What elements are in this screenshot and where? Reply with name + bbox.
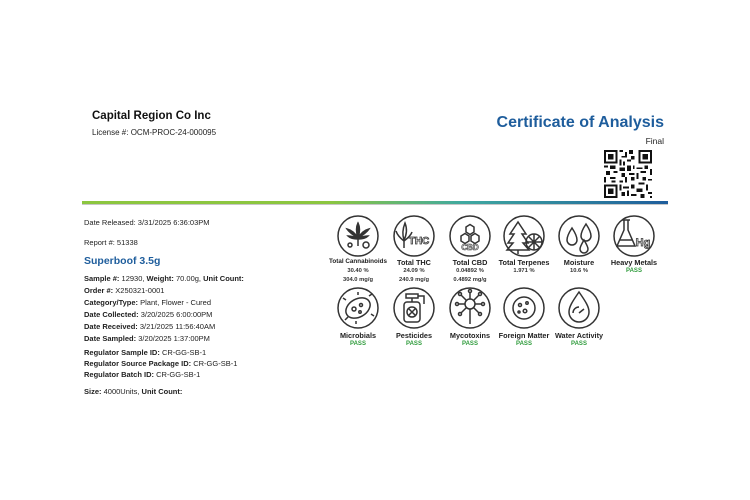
spray-bottle-icon [392,286,436,330]
order-value: X250321-0001 [113,286,165,295]
received-line [84,322,215,331]
cannabinoids-label: Total Cannabinoids [329,258,387,265]
collected-label: Date Collected: [84,310,139,319]
product-name: Superboof 3.5g [84,255,161,267]
magnifier-particles-icon [502,286,546,330]
terpenes-percent: 1.971 % [513,268,535,274]
received-value: 3/21/2025 11:56:40AM [137,322,216,331]
collected-line [84,310,212,319]
pine-tree-citrus-icon [502,214,546,258]
pesticides-result: PASS [406,341,422,347]
hg-icon-text: Hg [635,237,651,249]
reg-sample-value: CR-GG-SB-1 [159,348,207,357]
cbd-label: Total CBD [452,258,488,267]
sample-label: Sample #: [84,274,120,283]
category-line [84,298,211,307]
size-unit-count-label: Unit Count: [141,387,183,396]
cannabis-leaf-icon [336,214,380,258]
report-status: Final [645,136,664,146]
thc-percent: 24.09 % [403,268,425,274]
microbials-label: Microbials [339,331,377,340]
header-divider [82,204,668,205]
cbd-molecule-icon [448,214,492,258]
cbd-icon-text: CBD [461,243,479,252]
moisture-percent: 10.6 % [569,268,589,274]
sampled-label: Date Sampled: [84,334,137,343]
order-line [84,286,164,295]
sample-value: 12930, [119,274,147,283]
heavy-metals-label: Heavy Metals [610,258,658,267]
cbd-mg: 0.4892 mg/g [453,277,487,283]
received-label: Date Received: [84,322,138,331]
thc-icon [392,214,436,258]
cbd-percent: 0.04892 % [456,268,484,274]
reg-source-value: CR-GG-SB-1 [191,359,238,368]
reg-batch-line [84,370,200,379]
reg-source-line [84,359,237,368]
lab-name: Capital Region Co Inc [92,110,211,122]
foreign-matter-result: PASS [516,341,532,347]
date-released: Date Released: 3/31/2025 6:36:03PM [84,218,210,227]
thc-icon-text: THC [408,236,430,247]
category-label: Category/Type: [84,298,139,307]
mycotoxins-label: Mycotoxins [449,331,491,340]
weight-value: 70.00g, [173,274,204,283]
reg-source-label: Regulator Source Package ID: [84,359,192,368]
weight-label: Weight: [146,274,174,283]
reg-batch-value: CR-GG-SB-1 [154,370,201,379]
category-value: Plant, Flower - Cured [138,298,211,307]
sampled-line [84,334,210,343]
water-drops-icon [557,214,601,258]
reg-sample-line [84,348,206,357]
microbials-result: PASS [350,341,366,347]
qr-code-icon[interactable] [604,150,652,198]
thc-label: Total THC [397,258,431,267]
mold-spore-icon [448,286,492,330]
water-activity-label: Water Activity [554,331,604,340]
document-title: Certificate of Analysis [496,114,664,131]
reg-sample-label: Regulator Sample ID: [84,348,160,357]
report-number: Report #: 51338 [84,238,138,247]
cannabinoids-percent: 30.40 % [347,268,369,274]
terpenes-label: Total Terpenes [498,258,550,267]
unit-count-label: Unit Count: [203,274,244,283]
flask-hg-icon [612,214,656,258]
mycotoxins-result: PASS [462,341,478,347]
moisture-label: Moisture [563,258,595,267]
reg-batch-label: Regulator Batch ID: [84,370,155,379]
water-activity-result: PASS [571,341,587,347]
foreign-matter-label: Foreign Matter [498,331,550,340]
license-number: License #: OCM-PROC-24-000095 [92,128,217,137]
sample-line [84,274,244,283]
pesticides-label: Pesticides [395,331,433,340]
collected-value: 3/20/2025 6:00:00PM [138,310,213,319]
size-value: 4000Units, [101,387,142,396]
microbe-icon [336,286,380,330]
size-line [84,387,182,396]
size-label: Size: [84,387,102,396]
thc-mg: 240.9 mg/g [399,277,429,283]
cannabinoids-mg: 304.0 mg/g [343,277,373,283]
sampled-value: 3/20/2025 1:37:00PM [136,334,210,343]
water-drop-gauge-icon [557,286,601,330]
heavy-metals-result: PASS [626,268,642,274]
order-label: Order #: [84,286,114,295]
